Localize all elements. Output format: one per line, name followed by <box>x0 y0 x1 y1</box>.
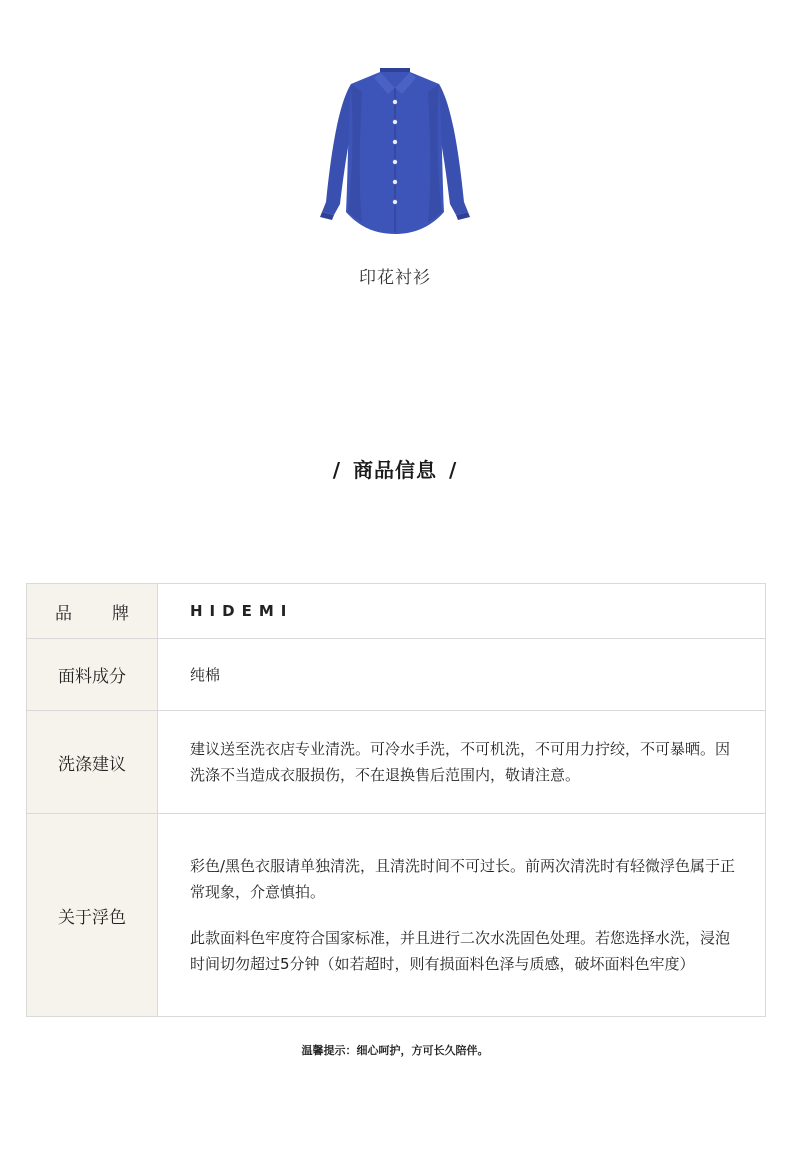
brand-label-part2: 牌 <box>112 603 129 624</box>
brand-label-part1: 品 <box>55 603 72 624</box>
paragraph-spacer <box>190 905 743 925</box>
title-right-slash: / <box>449 458 458 482</box>
product-info-table <box>26 583 766 1017</box>
title-left-slash: / <box>332 458 341 482</box>
table-row-brand <box>27 584 766 639</box>
fading-value-cell <box>158 814 766 1017</box>
section-title <box>0 454 790 483</box>
fading-label: 关于浮色 <box>27 814 158 1017</box>
fabric-label: 面料成分 <box>27 639 158 711</box>
table-row-fading <box>27 814 766 1017</box>
table-row-fabric <box>27 639 766 711</box>
shirt-illustration <box>318 62 472 240</box>
washing-label: 洗涤建议 <box>27 711 158 814</box>
product-name: 印花衬衫 <box>359 268 431 288</box>
footer-note: 温馨提示：细心呵护，方可长久陪伴。 <box>301 1044 489 1057</box>
washing-value: 建议送至洗衣店专业清洗。可冷水手洗，不可机洗，不可用力拧绞，不可暴晒。因洗涤不当造成衣服损伤，不在退换售后范围内，敬请注意。 <box>158 711 766 814</box>
table-row-washing <box>27 711 766 814</box>
brand-label <box>27 584 158 639</box>
shirt-product-image <box>318 62 472 240</box>
brand-value-cell <box>158 584 766 639</box>
section-title-text: 商品信息 <box>353 458 437 482</box>
fabric-value: 纯棉 <box>158 639 766 711</box>
brand-value: HIDEMI <box>190 602 294 620</box>
fading-paragraph-1: 彩色/黑色衣服请单独清洗，且清洗时间不可过长。前两次清洗时有轻微浮色属于正常现象，介意慎拍。 <box>190 857 736 901</box>
fading-paragraph-2: 此款面料色牢度符合国家标准，并且进行二次水洗固色处理。若您选择水洗，浸泡时间切勿超过5分钟（如若超时，则有损面料色泽与质感，破坏面料色牢度） <box>190 929 731 973</box>
